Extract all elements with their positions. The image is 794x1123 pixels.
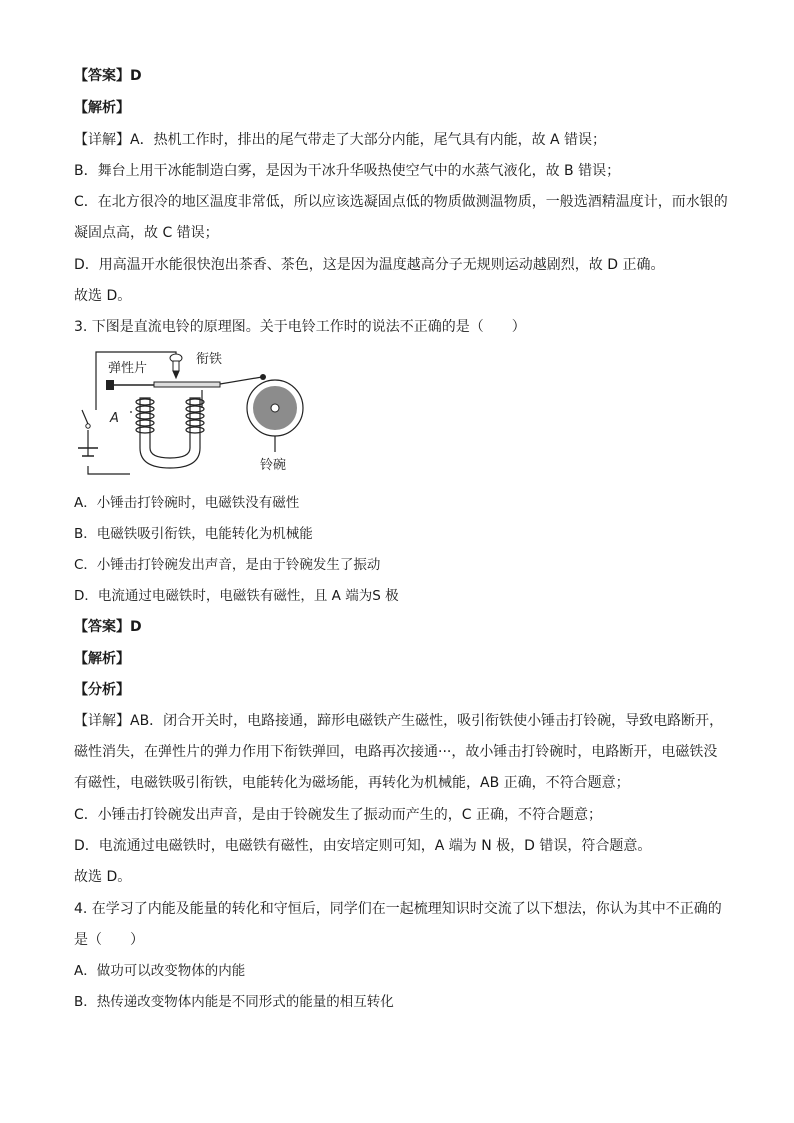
hammer-ball [260, 374, 266, 380]
question-stem-cont: 是（ ） [74, 932, 144, 948]
detail-line: B．舞台上用干冰能制造白雾，是因为干冰升华吸热使空气中的水蒸气液化，故 B 错误； [74, 163, 621, 179]
detail-line: D．电流通过电磁铁时，电磁铁有磁性，由安培定则可知，A 端为 N 极，D 错误，符合题意。 [74, 838, 652, 854]
answer-label: 【答案】D [74, 68, 142, 84]
analysis-label: 【解析】 [74, 651, 130, 667]
conclusion-line: 故选 D。 [74, 869, 132, 885]
detail-line: 【详解】AB．闭合开关时，电路接通，蹄形电磁铁产生磁性，吸引衔铁使小锤击打铃碗，导致电路断开， [74, 713, 724, 729]
option-d: D．电流通过电磁铁时，电磁铁有磁性，且 A 端为S 极 [74, 588, 399, 604]
label-bell: 铃碗 [260, 458, 287, 473]
label-a-end: A [110, 411, 119, 426]
detail-line: D．用高温开水能很快泡出茶香、茶色，这是因为温度越高分子无规则运动越剧烈，故 D 正确。 [74, 257, 665, 273]
detail-line: 磁性消失，在弹性片的弹力作用下衔铁弹回，电路再次接通···，故小锤击打铃碗时，电路断开，电磁铁没 [74, 744, 718, 760]
conclusion-line: 故选 D。 [74, 288, 132, 304]
adjust-screw [170, 354, 182, 378]
option-a: A．做功可以改变物体的内能 [74, 963, 246, 979]
detail-line: 凝固点高，故 C 错误； [74, 225, 219, 241]
question-stem: 4. 在学习了内能及能量的转化和守恒后，同学们在一起梳理知识时交流了以下想法，你认为其中不正确的 [74, 901, 722, 917]
armature [154, 382, 220, 387]
question-stem: 3. 下图是直流电铃的原理图。关于电铃工作时的说法不正确的是（ ） [74, 319, 526, 335]
label-armature: 衔铁 [196, 352, 223, 367]
contact-block [106, 380, 114, 390]
electric-bell-diagram [70, 348, 310, 476]
answer-label: 【答案】D [74, 619, 142, 635]
detail-line: C．小锤击打铃碗发出声音，是由于铃碗发生了振动而产生的，C 正确，不符合题意； [74, 807, 602, 823]
detail-line: C．在北方很冷的地区温度非常低，所以应该选凝固点低的物质做测温物质，一般选酒精温度计，而水银的 [74, 194, 728, 210]
analysis-sub-label: 【分析】 [74, 682, 130, 698]
analysis-label: 【解析】 [74, 100, 130, 116]
option-b: B．热传递改变物体内能是不同形式的能量的相互转化 [74, 994, 394, 1010]
bell-bowl [247, 380, 303, 452]
detail-line: 有磁性，电磁铁吸引衔铁，电能转化为磁场能，再转化为机械能，AB 正确，不符合题意； [74, 775, 630, 791]
label-spring: 弹性片 [108, 361, 148, 376]
option-b: B．电磁铁吸引衔铁，电能转化为机械能 [74, 526, 313, 542]
detail-line: 【详解】A．热机工作时，排出的尾气带走了大部分内能，尾气具有内能，故 A 错误； [74, 132, 607, 148]
option-c: C．小锤击打铃碗发出声音，是由于铃碗发生了振动 [74, 557, 381, 573]
option-a: A．小锤击打铃碗时，电磁铁没有磁性 [74, 495, 300, 511]
switch-contact [86, 424, 90, 428]
